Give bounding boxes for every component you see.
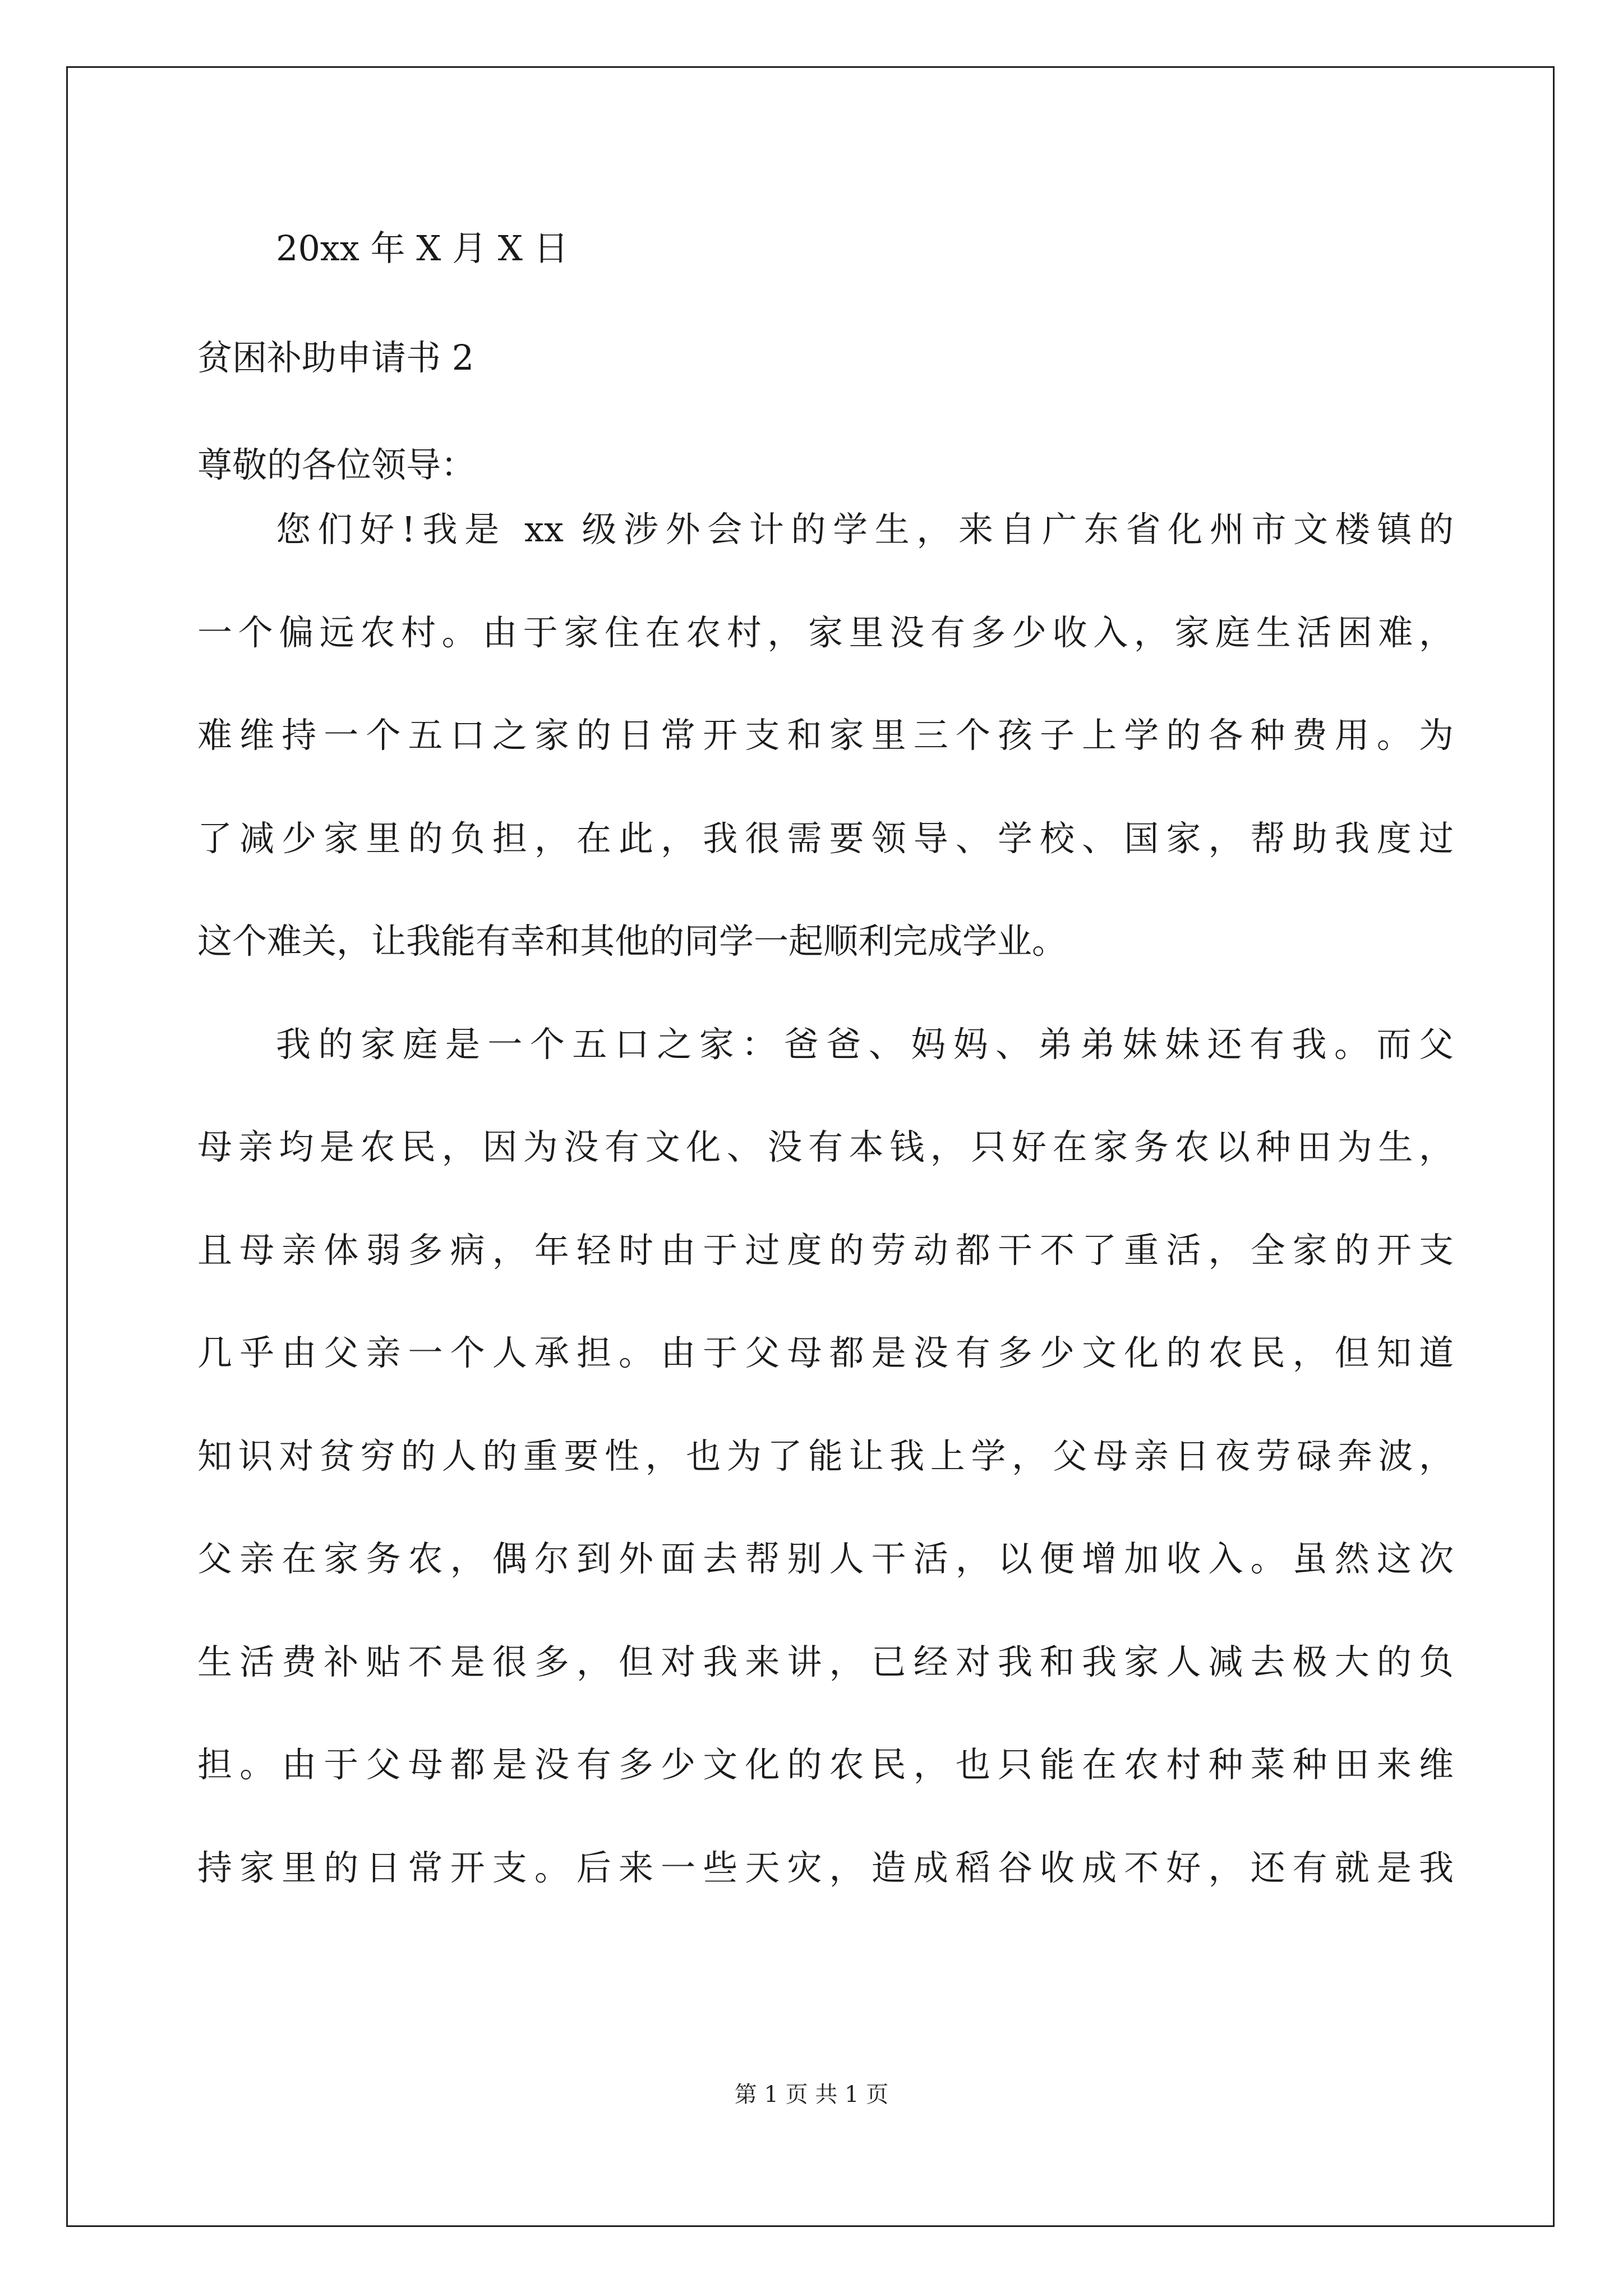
paragraph-1-line-5: 这个难关，让我能有幸和其他的同学一起顺利完成学业。 xyxy=(197,921,1067,961)
date-line: 20xx 年 X 月 X 日 xyxy=(276,228,569,269)
paragraph-2-line-6: 父亲在家务农，偶尔到外面去帮别人干活，以便增加收入。虽然这次 xyxy=(197,1538,1454,1579)
paragraph-1-line-3: 难维持一个五口之家的日常开支和家里三个孩子上学的各种费用。为 xyxy=(197,715,1454,756)
paragraph-2-line-8: 担。由于父母都是没有多少文化的农民，也只能在农村种菜种田来维 xyxy=(197,1744,1454,1785)
paragraph-2-line-5: 知识对贫穷的人的重要性，也为了能让我上学，父母亲日夜劳碌奔波， xyxy=(197,1435,1454,1476)
paragraph-2-line-1: 我的家庭是一个五口之家：爸爸、妈妈、弟弟妹妹还有我。而父 xyxy=(276,1024,1454,1065)
paragraph-2-line-4: 几乎由父亲一个人承担。由于父母都是没有多少文化的农民，但知道 xyxy=(197,1332,1454,1373)
paragraph-1-line-4: 了减少家里的负担，在此，我很需要领导、学校、国家，帮助我度过 xyxy=(197,818,1454,859)
document-title: 贫困补助申请书 2 xyxy=(197,337,474,378)
paragraph-1-line-1: 您们好!我是 xx 级涉外会计的学生，来自广东省化州市文楼镇的 xyxy=(276,509,1454,550)
paragraph-1-line-2: 一个偏远农村。由于家住在农村，家里没有多少收入，家庭生活困难， xyxy=(197,612,1454,653)
paragraph-2-line-3: 且母亲体弱多病，年轻时由于过度的劳动都干不了重活，全家的开支 xyxy=(197,1230,1454,1271)
paragraph-2-line-9: 持家里的日常开支。后来一些天灾，造成稻谷收成不好，还有就是我 xyxy=(197,1847,1454,1888)
paragraph-2-line-7: 生活费补贴不是很多，但对我来讲，已经对我和我家人减去极大的负 xyxy=(197,1641,1454,1682)
salutation: 尊敬的各位领导： xyxy=(197,444,476,485)
page-footer: 第 1 页 共 1 页 xyxy=(734,2082,889,2108)
paragraph-2-line-2: 母亲均是农民，因为没有文化、没有本钱，只好在家务农以种田为生， xyxy=(197,1126,1454,1167)
